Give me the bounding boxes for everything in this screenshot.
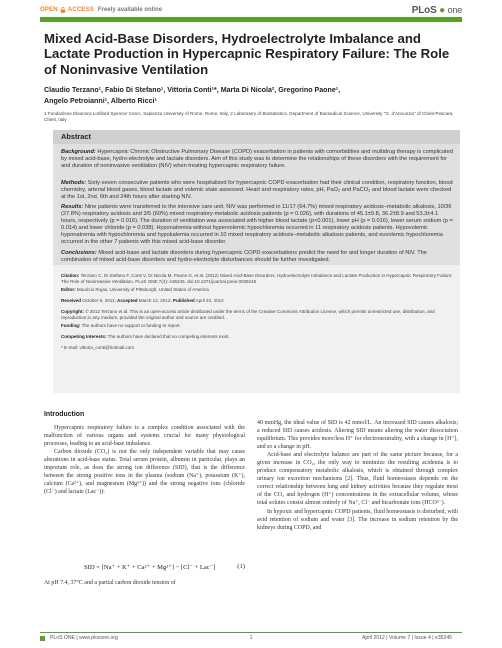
conclusions-text: Mixed acid-base and lactate disorders during hypercapnic COPD exacerbations predict the need for and longer duration of NIV. The combination of mixed acid-base disorders and hydro-electrolyte disturbances should be further investigated. bbox=[61, 250, 427, 264]
body-column-right bbox=[257, 419, 458, 532]
authors-line-2: Angelo Petroianni¹, Alberto Ricci¹ bbox=[44, 97, 157, 105]
published-label: Published bbox=[172, 298, 195, 303]
authors-line-1: Claudio Terzano¹, Fabio Di Stefano¹, Vittoria Conti¹*, Marta Di Nicola², Gregorino Paone¹, bbox=[44, 86, 341, 94]
body-paragraph: 40 mmHg, the ideal value of SID is 42 mmol/L. An increased SID causes alkalosis; a reduced SID causes acidosis. Altering SID means altering the water dissociation equilibrium. This provides more/less H⁺ for electroneutrality, with a change in [H⁺], and so a change in pH. bbox=[257, 420, 458, 451]
page-footer bbox=[40, 632, 462, 643]
abstract-header bbox=[53, 130, 460, 144]
copyright-text: © 2012 Terzano et al. This is an open-access article distributed under the terms of the Creative Commons Attribution License, which permits unrestricted use, distribution, and reproduction in any medium, provided the original author and source are credited. bbox=[61, 309, 435, 320]
abstract-results bbox=[61, 204, 453, 247]
methods-label: Methods: bbox=[61, 180, 87, 186]
logo-one: one bbox=[447, 5, 462, 15]
body-paragraph: Carbon dioxide (CO₂) is not the only independent variable that may cause alterations in acid-base status. Total serum protein, albumin in particular, plays an important role, as does the strong ion difference (SID), that is the difference between the strong positive ions in the plasma (sodium (Na⁺), potassium (K⁺), calcium (Ca²⁺), and magnesium (Mg²⁺)) and the strong negative ions (chloride (Cl⁻) and lactate (Lac⁻)): bbox=[44, 449, 245, 496]
abstract-background bbox=[61, 149, 453, 170]
funding-line bbox=[61, 323, 456, 329]
published-date: April 23, 2012 bbox=[195, 298, 224, 303]
logo-dot-icon: ● bbox=[439, 5, 445, 16]
footer-page-number: 1 bbox=[249, 635, 253, 641]
background-label: Background: bbox=[61, 149, 96, 155]
abstract-conclusions bbox=[61, 250, 453, 264]
freely-available-text: Freely available online bbox=[98, 7, 163, 13]
received-label: Received bbox=[61, 298, 81, 303]
author-list bbox=[44, 85, 460, 107]
methods-text: Sixty-seven consecutive patients who were hospitalized for hypercapnic COPD exacerbation had their clinical condition, respiratory function, blood chemistry, arterial blood gases, blood lactate and volemic state assessed. Heart and respiratory rates, pH, PaO₂ and PaCO₂ and blood lactate were checked at the 1st, 2nd, 6th and 24th hours after starting NIV. bbox=[61, 180, 453, 201]
plos-one-logo bbox=[412, 5, 462, 16]
article-title: Mixed Acid-Base Disorders, Hydroelectrolyte Imbalance and Lactate Production in Hypercapnic Respiratory Failure: The Role of Noninvasive Ventilation bbox=[44, 31, 450, 77]
editor-line bbox=[61, 287, 456, 293]
email-line: * E-mail: vittoria_conti@hotmail.com bbox=[61, 345, 135, 350]
equation-number: (1) bbox=[237, 563, 245, 570]
open-lock-icon bbox=[60, 7, 66, 13]
header-bar bbox=[40, 17, 462, 22]
body-paragraph: Acid-base and electrolyte balance are part of the same picture because, for a given increase in CO₂, the only way to minimize the resulting acidemia is to produce compensatory metabolic alkalosis, which is obtained through complex urinary ion excretion mechanisms [2]. Thus, fluid homeostasis depends on the correct relationship between lung and kidney activities because they regulate most of the CO₂ and hydrogen (H⁺) concentrations in the extracellular volume, whose total solutes consist almost entirely of Na⁺, Cl⁻ and bicarbonate ions (HCO³⁻). bbox=[257, 452, 458, 507]
access-label: ACCESS bbox=[67, 7, 95, 13]
abstract-heading: Abstract bbox=[61, 132, 91, 141]
dates-line bbox=[61, 298, 456, 304]
accepted-date: March 12, 2012; bbox=[138, 298, 172, 303]
citation-box bbox=[53, 265, 460, 393]
citation-line bbox=[61, 273, 456, 285]
body-column-left-continued bbox=[44, 579, 245, 587]
body-paragraph: In hypoxic and hypercapnic COPD patients, fluid homeostasis is disturbed, with avid retention of sodium and water [3]. The increase in sodium retention by the kidneys during COPD, and bbox=[257, 508, 458, 531]
logo-main: PLoS bbox=[411, 5, 437, 16]
equation-formula: SID = [Na⁺ + K⁺ + Ca²⁺ + Mg²⁺] − [Cl⁻ + Lac⁻] bbox=[84, 564, 216, 571]
background-text: Hypercapnic Chronic Obstructive Pulmonary Disease (COPD) exacerbation in patients with comorbidities and multidrug therapy is complicated by mixed acid-base, hydro-electrolyte and lactate disorders. Aim of this study was to determine the relationships of these disorders with the requirement for and duration of noninvasive ventilation (NIV) when treating hypercapnic respiratory failure. bbox=[61, 149, 453, 170]
body-paragraph: Hypercapnic respiratory failure is a complex condition associated with the malfunction of various organs and systems crucial for many physiological processes, leading to an acid-base imbalance. bbox=[44, 425, 245, 448]
funding-label: Funding: bbox=[61, 323, 81, 328]
competing-line bbox=[61, 334, 456, 340]
results-label: Results: bbox=[61, 204, 84, 210]
open-access-badge bbox=[40, 7, 162, 13]
body-column-left bbox=[44, 424, 245, 496]
citation-text: Terzano C, Di Stefano F, Conti V, Di Nicola M, Paone G, et al. (2012) Mixed Acid-Base Disorders, Hydroelectrolyte Imbalance and Lactate Production in Hypercapnic Respiratory Failure: The Role of Noninvasive Ventilation. PLoS ONE 7(4): e35245. doi:10.1371/journal.pone.0035245 bbox=[61, 273, 453, 284]
footer-journal: PLoS ONE | www.plosone.org bbox=[50, 635, 118, 641]
footer-issue: April 2012 | Volume 7 | Issue 4 | e35245 bbox=[361, 635, 452, 641]
competing-text: The authors have declared that no competing interests exist. bbox=[107, 334, 230, 339]
citation-label: Citation: bbox=[61, 273, 80, 278]
competing-label: Competing Interests: bbox=[61, 334, 107, 339]
conclusions-label: Conclusions: bbox=[61, 250, 97, 256]
editor-text: Mauricio Rojas, University of Pittsburgh, United States of America bbox=[76, 287, 209, 292]
abstract-box bbox=[53, 130, 460, 272]
open-label: OPEN bbox=[40, 7, 58, 13]
received-date: October 9, 2011; bbox=[82, 298, 116, 303]
editor-label: Editor: bbox=[61, 287, 76, 292]
accepted-label: Accepted bbox=[117, 298, 138, 303]
introduction-heading: Introduction bbox=[44, 411, 85, 418]
body-paragraph: At pH 7.4, 37°C and a partial carbon dioxide tension of bbox=[44, 580, 176, 586]
results-text: Nine patients were transferred to the intensive care unit. NIV was performed in 11/17 (64.7%) mixed respiratory acidosis–metabolic alkalosis, 10/36 (27.8%) respiratory acidosis and 3/5 (60%) mixed respiratory-metabolic acidosis patients (p = 0.026), with durations of 45.1±9.8, 36.2±8.9 and 53.3±4.1 hours, respectively (p = 0.016). The duration of ventilation was associated with higher blood lactate (p<0.001), lower pH (p = 0.016), lower serum sodium (p = 0.014) and lower chloride (p = 0.038). Hyponatremia without hypervolemic hypochloremia occurred in 11 respiratory acidosis patients. Hypovolemic hyponatremia with hypochloremia and hypokalemia occurred in 10 mixed respiratory acidosis–metabolic alkalosis patients, and euvolemic hypochloremia occurred in the other 7 patients with this mixed acid-base disorder. bbox=[61, 204, 453, 246]
abstract-methods bbox=[61, 180, 453, 201]
copyright-line bbox=[61, 309, 456, 321]
funding-text: The authors have no support or funding to report. bbox=[81, 323, 181, 328]
copyright-label: Copyright: bbox=[61, 309, 84, 314]
affiliations: 1 Fondazione Eleonora Lorillard Spencer Cenci, Sapienza University of Rome, Rome, Italy, 2 Laboratory of Biostatistics, Department of Biomedical Science, University "G. d'Annunzio" of Chieti-Pescara, Chieti, Italy bbox=[44, 111, 454, 123]
